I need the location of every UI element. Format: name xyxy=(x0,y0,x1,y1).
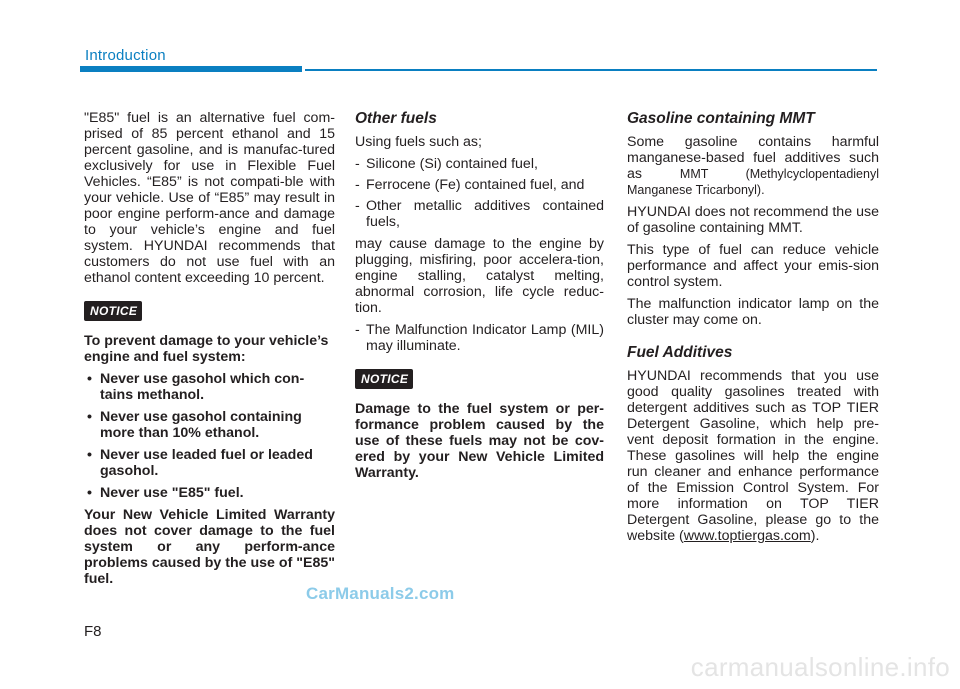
mmt-paragraph-2: HYUNDAI does not recommend the use of gasoline containing MMT. xyxy=(627,204,879,236)
fuel-additives-heading: Fuel Additives xyxy=(627,344,733,361)
website-link[interactable]: www.toptiergas.com xyxy=(683,528,811,544)
mmt-paragraph-1 xyxy=(627,134,879,198)
e85-intro-paragraph: "E85" fuel is an alternative fuel com-prised of 85 percent ethanol and 15 percent gasoline, and is manufac-tured exclusively for use in Flexible Fuel Vehicles. “E85” is not compati-ble with your vehicle. Use of “E85” may result in poor engine perform-ance and damage to your vehicle’s engine and fuel system. HYUNDAI recommends that customers do not use fuel with an ethanol content exceeding 10 percent. xyxy=(84,110,335,286)
mmt-heading: Gasoline containing MMT xyxy=(627,110,815,127)
page-number: F8 xyxy=(84,623,102,640)
list-item: • Never use "E85" fuel. xyxy=(84,485,335,501)
mmt-chemical-name: MMT (Methylcyclopentadienyl Manganese Tricarbonyl). xyxy=(627,167,879,197)
other-fuels-heading: Other fuels xyxy=(355,110,437,127)
notice-badge: NOTICE xyxy=(84,301,142,321)
notice-heading: To prevent damage to your vehicle’s engine and fuel system: xyxy=(84,333,329,365)
additives-text: HYUNDAI recommends that you use good quality gasolines treated with detergent additives such as TOP TIER Detergent Gasoline, which help pre-vent deposit formation in the engine. These gasolines will help the engine run cleaner and enhance performance of the Emission Control System. For more information on TOP TIER Detergent Gasoline, please go to the website ( xyxy=(627,368,879,544)
notice-bullet-list xyxy=(84,371,335,501)
mmt-text: Some gasoline contains harmful manganese-based fuel additives such as xyxy=(627,134,879,182)
consequence-paragraph: may cause damage to the engine by plugging, misfiring, poor accelera-tion, engine stalling, catalyst melting, abnormal corrosion, life cycle reduc-tion. xyxy=(355,236,604,316)
list-item: • Never use gasohol which con-tains methanol. xyxy=(84,371,335,403)
fuel-dash-list xyxy=(355,156,604,230)
site-watermark: carmanualsonline.info xyxy=(690,652,950,682)
additives-text-end: ). xyxy=(810,528,820,544)
warranty-paragraph: Your New Vehicle Limited Warranty does not cover damage to the fuel system or any perform-ance problems caused by the use of "E85" fuel. xyxy=(84,507,335,587)
mmt-paragraph-3: This type of fuel can reduce vehicle performance and affect your emis-sion control system. xyxy=(627,242,879,290)
notice-badge: NOTICE xyxy=(355,369,413,389)
list-item: • Never use leaded fuel or leaded gasohol. xyxy=(84,447,335,479)
other-fuels-intro: Using fuels such as; xyxy=(355,134,482,150)
header-rule-thin xyxy=(305,69,877,71)
list-item: - Other metallic additives contained fuels, xyxy=(355,198,604,230)
fuel-additives-paragraph xyxy=(627,368,879,544)
list-item: - Silicone (Si) contained fuel, xyxy=(355,156,604,172)
watermark-logo: CarManuals2.com xyxy=(306,584,455,603)
list-item: • Never use gasohol containing more than 10% ethanol. xyxy=(84,409,335,441)
list-item: - The Malfunction Indicator Lamp (MIL) may illuminate. xyxy=(355,322,604,354)
section-title: Introduction xyxy=(85,47,166,64)
notice-paragraph: Damage to the fuel system or per-formance problem caused by the use of these fuels may not be cov-ered by your New Vehicle Limited Warranty. xyxy=(355,401,604,481)
mmt-paragraph-4: The malfunction indicator lamp on the cluster may come on. xyxy=(627,296,879,328)
mil-dash-list xyxy=(355,322,604,354)
list-item: - Ferrocene (Fe) contained fuel, and xyxy=(355,177,604,193)
header-rule-thick xyxy=(80,66,302,72)
column-3 xyxy=(627,110,879,550)
column-1 xyxy=(84,110,335,593)
column-2 xyxy=(355,110,604,487)
